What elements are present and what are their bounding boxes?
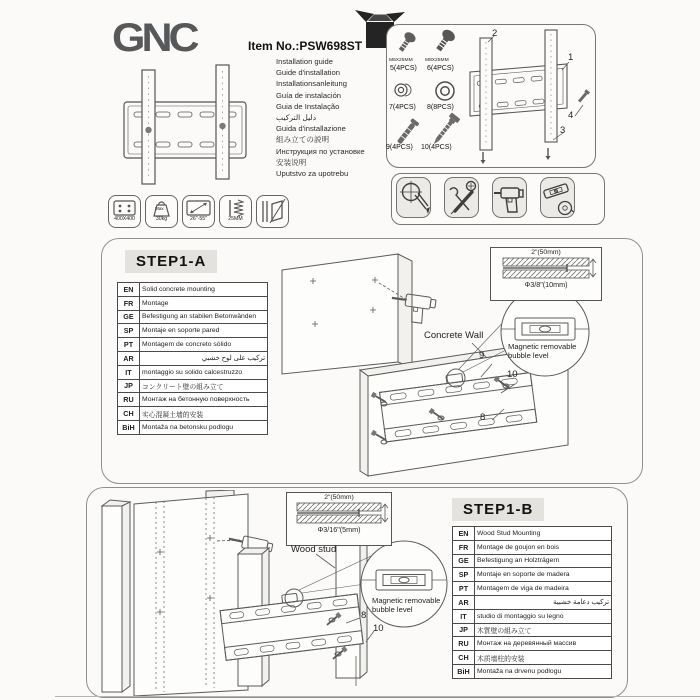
table-row: BiH Montaža na drvenu podlogu: [453, 664, 612, 678]
table-row: SP Montaje en soporte pared: [118, 324, 268, 338]
callout-washer-8: 8: [361, 610, 367, 621]
tool-tile-marking: [396, 177, 431, 218]
wall-depth-icon: [221, 199, 250, 217]
part-label-7: 7(4PCS): [389, 104, 416, 111]
screen-size-icon: [184, 199, 213, 217]
spacer-icon: [392, 82, 418, 99]
table-row: AR تركيب دعامة خشبية: [453, 595, 612, 609]
table-row: RU Монтаж на деревянный массив: [453, 637, 612, 651]
vesa-spec-tile: [108, 195, 141, 228]
guide-title: 組み立ての説明: [276, 135, 330, 145]
callout-screw-10: 10: [373, 623, 384, 634]
part-label-10: 10(4PCS): [421, 144, 452, 151]
vesa-spec-label: 400X400: [114, 216, 135, 222]
table-row: RU Монтаж на бетонную поверхность: [118, 393, 268, 407]
part-label-8: 8(8PCS): [427, 104, 454, 111]
guide-title: Инструкция по установке: [276, 146, 365, 156]
table-row: AR تركيب على لوح خشبي: [118, 351, 268, 365]
wood-stud-label: Wood stud: [291, 544, 337, 555]
bracket-callout-4: 4: [568, 110, 574, 121]
bracket-callout-1: 1: [568, 52, 574, 63]
bubble-level-label: Magnetic removable bubble level: [372, 596, 441, 614]
drill-depth-label: 2"(50mm): [531, 249, 561, 256]
bracket-assembly-drawing: [452, 26, 597, 166]
table-row: EN Solid concrete mounting: [118, 283, 268, 297]
guide-title: Installation guide: [276, 57, 333, 66]
table-row: SP Montaje en soporte de madera: [453, 568, 612, 582]
depth-spec-tile: [219, 195, 252, 228]
table-row: BiH Montaža na betonsku podlogu: [118, 420, 268, 434]
table-row: EN Wood Stud Mounting: [453, 527, 612, 541]
callout-washer-8: 8: [480, 412, 486, 423]
drill-hole-cross-section: [491, 256, 601, 280]
drill-hole-cross-section: [287, 501, 391, 525]
drill-diameter-label: Φ3/8"(10mm): [524, 280, 568, 289]
concrete-wall-label: Concrete Wall: [424, 330, 484, 341]
table-row: JP 木質壁の組み立て: [453, 623, 612, 637]
table-row: CH 木质墙柱的安装: [453, 651, 612, 665]
weight-spec-tile: [145, 195, 178, 228]
screw-size-label: M8X25MM: [425, 58, 449, 63]
vesa-pattern-icon: [110, 199, 139, 217]
tilt-icon: [258, 198, 287, 225]
step1b-drill-detail: [286, 492, 392, 546]
step1a-title: STEP1-A: [125, 250, 217, 273]
table-row: PT Montagem de viga de madeira: [453, 582, 612, 596]
screw-size-label: M6X25MM: [389, 58, 413, 63]
guide-title-list: [276, 56, 365, 179]
item-number: Item No.:PSW698ST: [248, 39, 363, 53]
tilt-spec-tile: [256, 195, 289, 228]
pencil-mark-icon: [397, 178, 430, 217]
guide-title: Guida d'installazione: [276, 124, 346, 134]
table-row: IT montaggio su solido calcestruzzo: [118, 365, 268, 379]
part-label-9: 9(4PCS): [386, 144, 413, 151]
step1a-language-table: [117, 282, 268, 435]
depth-spec-label: 25MM: [228, 216, 243, 222]
tool-tile-level: [540, 177, 575, 218]
table-row: IT studio di montaggio su legno: [453, 609, 612, 623]
bracket-callout-3: 3: [560, 125, 566, 136]
table-row: JP コンクリート壁の組み立て: [118, 379, 268, 393]
screen-size-spec-label: 26"-55": [190, 216, 207, 222]
drill-depth-label: 2"(50mm): [324, 494, 354, 501]
step1b-title: STEP1-B: [452, 498, 544, 521]
weight-spec-label: 30kg: [155, 216, 168, 222]
bubble-level-label: Magnetic removable bubble level: [508, 342, 577, 360]
table-row: GE Befestigung an stabilen Betonwänden: [118, 310, 268, 324]
guide-title: Guia de Instalação: [276, 101, 340, 111]
tv-mount-drawing: [118, 64, 253, 186]
screen-size-spec-tile: [182, 195, 215, 228]
brand-logo: GNC: [112, 15, 196, 61]
drill-diameter-label: Φ3/16"(5mm): [317, 525, 361, 534]
screwdriver-wrench-icon: [445, 178, 478, 217]
callout-anchor-9: 9: [479, 350, 485, 361]
guide-title: Guide d'installation: [276, 68, 340, 78]
bracket-callout-2: 2: [492, 28, 498, 39]
tool-tile-drill: [492, 177, 527, 218]
scan-edge-line: [55, 696, 700, 697]
drill-icon: [493, 178, 526, 217]
table-row: FR Montage de goujon en bois: [453, 540, 612, 554]
table-row: CH 实心混凝土墙的安装: [118, 407, 268, 421]
weight-max-label: Max: [155, 206, 164, 211]
guide-title: Uputstvo za upotrebu: [276, 169, 349, 179]
table-row: GE Befestigung an Holzträgern: [453, 554, 612, 568]
callout-screw-10: 10: [507, 369, 518, 380]
step1a-drill-detail: [490, 247, 602, 301]
part-label-5: 5(4PCS): [390, 65, 417, 72]
guide-title: Installationsanleitung: [276, 79, 347, 89]
part-label-6: 6(4PCS): [427, 65, 454, 72]
screw-m6-icon: [393, 30, 419, 58]
guide-title: 安装说明: [276, 157, 307, 167]
table-row: FR Montage: [118, 296, 268, 310]
tool-tile-screwdriver: [444, 177, 479, 218]
level-tape-icon: [541, 178, 574, 217]
guide-title: Guía de instalación: [276, 90, 342, 100]
table-row: PT Montagem de concreto sólido: [118, 338, 268, 352]
guide-title: دليل التركيب: [276, 113, 317, 123]
